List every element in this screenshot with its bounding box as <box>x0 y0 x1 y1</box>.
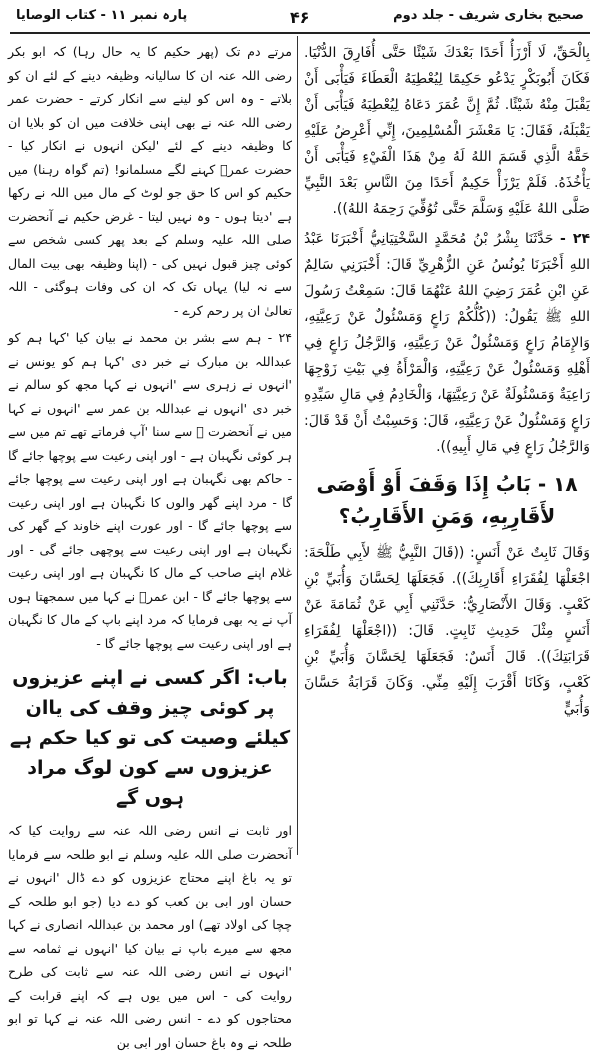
urdu-paragraph-1: مرتے دم تک (پھر حکیم کا یہ حال رہا) کہ ابو بکر رضی اللہ عنہ ان کا سالیانہ وظیفہ دینے کے لئے ان کو بلاتے - وہ اس کو لینے سے انکار کرتے - حضرت عمر رضی اللہ عنہ نے بھی اپنی خلافت میں ان کو بلایا ان کا وظیفہ دینے کے لئے 'لیکن انہوں نے انکار کیا - حضرت عمرؓ کہنے لگے مسلمانو! (تم گواہ رہنا) میں حکیم کو اس کا حق جو لوٹ کے مال میں اللہ نے رکھا ہے 'دیتا ہوں - وہ نہیں لیتا - غرض حکیم نے آنحضرت صلی اللہ علیہ وسلم کے بعد پھر کسی شخص سے کوئی چیز قبول نہیں کی - (اپنا وظیفہ بھی بیت المال سے نہ لیا) یہاں تک کہ ان کی وفات ہوگئی - اللہ تعالیٰ ان پر رحم کرے - <box>8 44 292 318</box>
book-title: صحیح بخاری شریف - جلد دوم <box>393 8 584 23</box>
page-header <box>10 6 590 34</box>
hadith-text: حَدَّثَنَا بِشْرُ بْنُ مُحَمَّدٍ السَّخْتِيَانِيُّ أَخْبَرَنَا عَبْدُ اللهِ أَخْبَرَنَا يُونُسُ عَنِ الزُّهْرِيِّ قَالَ: أَخْبَرَنِي سَالِمٌ عَنِ ابْنِ عُمَرَ رَضِيَ اللهُ عَنْهُمَا قَالَ: سَمِعْتُ رَسُولَ اللهِ ﷺ يَقُولُ: ((كُلُّكُمْ رَاعٍ وَمَسْئُولٌ عَنْ رَعِيَّتِهِ، وَالإِمَامُ رَاعٍ وَمَسْئُولٌ عَنْ رَعِيَّتِهِ، وَالرَّجُلُ رَاعٍ فِي أَهْلِهِ وَمَسْئُولٌ عَنْ رَعِيَّتِهِ، وَالْمَرْأَةُ فِي بَيْتِ زَوْجِهَا رَاعِيَةٌ وَمَسْئُولَةٌ عَنْ رَعِيَّتِهَا، وَالْخَادِمُ فِي مَالِ سَيِّدِهِ رَاعٍ وَمَسْئُولٌ عَنْ رَعِيَّتِهِ، قَالَ: وَحَسِبْتُ أَنْ قَدْ قَالَ: وَالرَّجُلُ رَاعٍ فِي مَالِ أَبِيهِ)). <box>304 231 590 455</box>
urdu-column <box>8 40 292 1050</box>
hadith-number: ۲۴ - <box>560 231 590 247</box>
arabic-column <box>304 40 590 855</box>
arabic-chapter-title: ١٨ - بَابُ إِذَا وَقَفَ أَوْ أَوْصَى لأَقَارِبِهِ، وَمَنِ الأَقَارِبُ؟ <box>316 472 578 528</box>
section-title: پارہ نمبر ۱۱ - کتاب الوصایا <box>16 8 188 23</box>
urdu-chapter-text: اور ثابت نے انس رضی اللہ عنہ سے روایت کیا کہ آنحضرت صلی اللہ علیہ وسلم نے ابو طلحہ سے فرمایا تو یہ باغ اپنے محتاج عزیزوں کو دے ڈال 'انہوں نے حسان اور ابی بن کعب کو دے دیا (جو ابو طلحہ کے چچا کی اولاد تھے) اور محمد بن عبداللہ انصاری نے کہا مجھ سے میرے باپ نے بیان کیا 'انہوں نے ثمامہ سے 'انہوں نے انس رضی اللہ عنہ سے ثابت کی طرح روایت کی - اس میں یوں ہے کہ اپنے قرابت کے محتاجوں کو دے - انس رضی اللہ عنہ نے کہا تو ابو طلحہ نے وہ باغ حسان اور ابی بن <box>8 823 292 1050</box>
arabic-paragraph-1: بِالْحَقِّ، لَا أَرْزَأُ أَحَدًا بَعْدَكَ شَيْئًا حَتَّى أُفَارِقَ الدُّنْيَا. فَكَانَ أَبُوبَكْرٍ يَدْعُو حَكِيمًا لِيُعْطِيَهُ الْعَطَاءَ فَيَأْبَى أَنْ يَقْبَلَ مِنْهُ شَيْئًا. ثُمَّ إِنَّ عُمَرَ دَعَاهُ لِيُعْطِيَهُ فَيَأْبَى أَنْ يَقْبَلَهُ، فَقَالَ: يَا مَعْشَرَ الْمُسْلِمِينَ، إِنِّي أَعْرِضُ عَلَيْهِ حَقَّهُ الَّذِي قَسَمَ اللهُ لَهُ مِنْ هَذَا الْفَيْءِ فَيَأْبَى أَنْ يَأْخُذَهُ. فَلَمْ يَرْزَأْ حَكِيمٌ أَحَدًا مِنَ النَّاسِ بَعْدَ النَّبِيِّ صَلَّى اللهُ عَلَيْهِ وَسَلَّمَ حَتَّى تُوُفِّيَ رَحِمَهُ اللهُ)). <box>304 45 590 217</box>
page-number: ۴۶ <box>290 8 310 27</box>
column-divider <box>297 36 298 855</box>
arabic-chapter-text: وَقَالَ ثَابِتٌ عَنْ أَنَسٍ: ((قَالَ النَّبِيُّ ﷺ لأَبِي طَلْحَةَ: اجْعَلْهَا لِفُقَرَاءِ أَقَارِبِكَ)). فَجَعَلَهَا لِحَسَّانَ وَأُبَيِّ بْنِ كَعْبٍ. وَقَالَ الأَنْصَارِيُّ: حَدَّثَنِي أَبِي عَنْ ثُمَامَةَ عَنْ أَنَسٍ مِثْلَ حَدِيثِ ثَابِتٍ. قَالَ: ((اجْعَلْهَا لِفُقَرَاءِ قَرَابَتِكَ)). قَالَ أَنَسٌ: فَجَعَلَهَا لِحَسَّانَ وَأُبَيِّ بْنِ كَعْبٍ، وَكَانَا أَقْرَبَ إِلَيْهِ مِنِّي. وَكَانَ قَرَابَةُ حَسَّانَ وَأُبَيٍّ <box>304 545 590 717</box>
urdu-hadith-24: ۲۴ - ہم سے بشر بن محمد نے بیان کیا 'کہا ہم کو عبداللہ بن مبارک نے خبر دی 'کہا ہم کو یونس نے 'انہوں نے زہری سے 'انہوں نے کہا مجھ کو سالم نے خبر دی 'انہوں نے عبداللہ بن عمر سے 'انہوں نے کہا میں نے آنحضرت ﷺ سے سنا 'آپ فرماتے تھے تم میں سے ہر کوئی نگہبان ہے - اور اپنی رعیت سے پوچھا جائے گا - حاکم بھی نگہبان ہے اور اپنی رعیت سے پوچھا جائے گا - مرد اپنے گھر والوں کا نگہبان ہے اور اپنی رعیت سے پوچھا جائے گا - اور عورت اپنے خاوند کے گھر کی نگہبان ہے اور اپنی رعیت سے پوچھی جائے گی - اور غلام اپنے صاحب کے مال کا نگہبان ہے اور اپنی رعیت سے پوچھا جائے گا - ابن عمرؓ نے کہا میں سمجھتا ہوں آپ نے یہ بھی فرمایا کہ مرد اپنے باپ کے مال کا نگہبان ہے اور اپنی رعیت سے پوچھا جائے گا - <box>8 330 292 651</box>
arabic-hadith-24 <box>304 226 590 460</box>
urdu-chapter-title: باب: اگر کسی نے اپنے عزیزوں پر کوئی چیز وقف کی یاان کیلئے وصیت کی تو کیا حکم ہے عزیزوں سے کون لوگ مراد ہوں گے <box>9 667 291 809</box>
